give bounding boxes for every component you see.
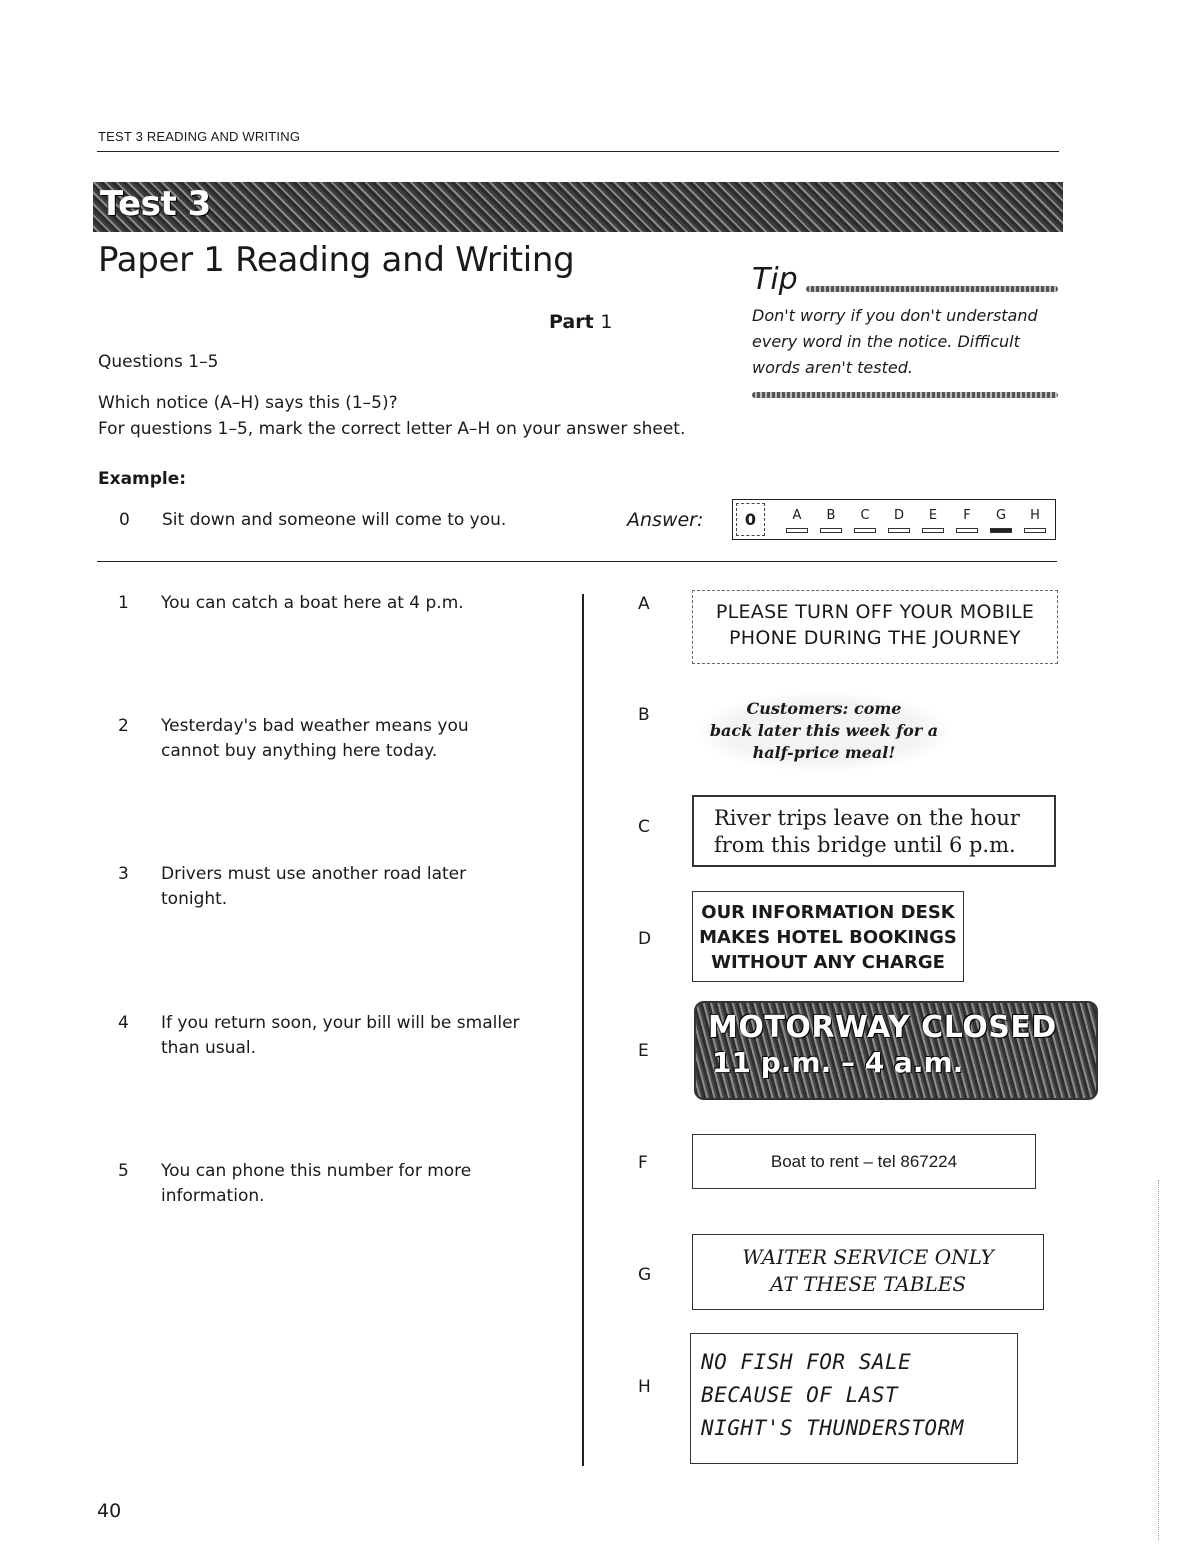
notice-line: MAKES HOTEL BOOKINGS	[699, 927, 957, 948]
notice-line: OUR INFORMATION DESK	[701, 902, 955, 923]
notice-line: NO FISH FOR SALE	[701, 1350, 912, 1374]
notice-line: PHONE DURING THE JOURNEY	[729, 627, 1021, 649]
notice-line: WITHOUT ANY CHARGE	[711, 952, 945, 973]
paper-title: Paper 1 Reading and Writing	[98, 240, 575, 280]
answer-option-mark	[1024, 528, 1046, 533]
answer-option-letter: B	[826, 508, 836, 523]
notice-line: PLEASE TURN OFF YOUR MOBILE	[715, 601, 1035, 623]
instruction-line-1: Which notice (A–H) says this (1–5)?	[98, 393, 398, 413]
notice-c	[692, 795, 1056, 867]
answer-option-letter: G	[995, 508, 1007, 523]
example-rule	[97, 561, 1057, 562]
notice-letter: D	[638, 929, 652, 949]
notice-d	[692, 891, 964, 982]
notice-f	[692, 1134, 1036, 1189]
notice-letter: B	[638, 705, 650, 725]
notice-letter: C	[638, 817, 650, 837]
header-rule	[97, 151, 1059, 152]
notice-line: River trips leave on the hour	[714, 806, 1020, 830]
question-text: If you return soon, your bill will be smaller than usual.	[161, 1013, 520, 1058]
notice-line: Customers: come	[746, 699, 902, 718]
notice-g	[692, 1234, 1044, 1310]
column-divider	[582, 594, 584, 1466]
scan-edge-marks	[1158, 1180, 1159, 1540]
question-number: 4	[118, 1013, 129, 1033]
question-number: 3	[118, 864, 129, 884]
answer-option-letter: E	[928, 508, 938, 523]
questions-label: Questions 1–5	[98, 352, 219, 372]
test-title: Test 3	[100, 184, 211, 224]
answer-option-mark	[956, 528, 978, 533]
example-number: 0	[119, 510, 130, 530]
notice-letter: F	[638, 1153, 648, 1173]
notice-line: BECAUSE OF LAST	[701, 1383, 899, 1407]
answer-option-mark	[786, 528, 808, 533]
answer-option-mark	[820, 528, 842, 533]
notice-line: back later this week for a	[709, 721, 939, 740]
notice-letter: G	[638, 1265, 652, 1285]
notice-line: NIGHT'S THUNDERSTORM	[701, 1416, 964, 1440]
running-head: TEST 3 READING AND WRITING	[98, 129, 301, 144]
notice-line: Boat to rent – tel 867224	[770, 1152, 958, 1171]
notice-e	[694, 1001, 1098, 1100]
notice-line: half-price meal!	[752, 743, 896, 762]
notice-line: 11 p.m. – 4 a.m.	[712, 1046, 964, 1079]
answer-option-letter: F	[963, 508, 971, 523]
notice-line: AT THESE TABLES	[769, 1272, 967, 1296]
notice-letter: E	[638, 1041, 649, 1061]
answer-option-letter: C	[860, 508, 870, 523]
part-number: 1	[600, 311, 613, 333]
instruction-line-2: For questions 1–5, mark the correct letter A–H on your answer sheet.	[98, 419, 686, 439]
question-text: Drivers must use another road later tonight.	[161, 864, 467, 909]
notice-letter: A	[638, 594, 650, 614]
question-number: 2	[118, 716, 129, 736]
notice-line: WAITER SERVICE ONLY	[742, 1245, 994, 1269]
answer-label: Answer:	[627, 509, 704, 531]
example-label: Example:	[98, 469, 187, 489]
part-heading	[549, 311, 612, 333]
test-banner	[93, 182, 1063, 232]
notice-line: MOTORWAY CLOSED	[708, 1010, 1057, 1045]
example-text: Sit down and someone will come to you.	[162, 510, 507, 530]
page-number: 40	[97, 1500, 122, 1522]
tip-bottom-stroke	[752, 392, 1058, 398]
answer-option-letter: D	[893, 508, 904, 523]
answer-option-letter: H	[1030, 508, 1040, 523]
notice-letter: H	[638, 1377, 651, 1397]
tip-title: Tip	[752, 262, 798, 297]
notice-h	[690, 1333, 1018, 1464]
notice-line: from this bridge until 6 p.m.	[714, 833, 1016, 857]
question-text: Yesterday's bad weather means you cannot buy anything here today.	[161, 716, 469, 761]
notice-a	[692, 590, 1058, 664]
notice-b	[702, 694, 946, 770]
tip-top-stroke	[806, 286, 1058, 292]
answer-option-mark	[990, 528, 1012, 533]
answer-option-mark	[888, 528, 910, 533]
answer-option-letter: A	[792, 508, 802, 523]
answer-option-mark	[922, 528, 944, 533]
tip-text: Don't worry if you don't understand every word in the notice. Difficult words aren't tested.	[752, 306, 1038, 377]
question-number: 5	[118, 1161, 129, 1181]
answer-question-number: 0	[736, 503, 765, 536]
answer-option-mark	[854, 528, 876, 533]
part-label: Part	[549, 311, 594, 333]
question-text: You can catch a boat here at 4 p.m.	[161, 593, 464, 613]
question-number: 1	[118, 593, 129, 613]
question-text: You can phone this number for more information.	[161, 1161, 472, 1206]
